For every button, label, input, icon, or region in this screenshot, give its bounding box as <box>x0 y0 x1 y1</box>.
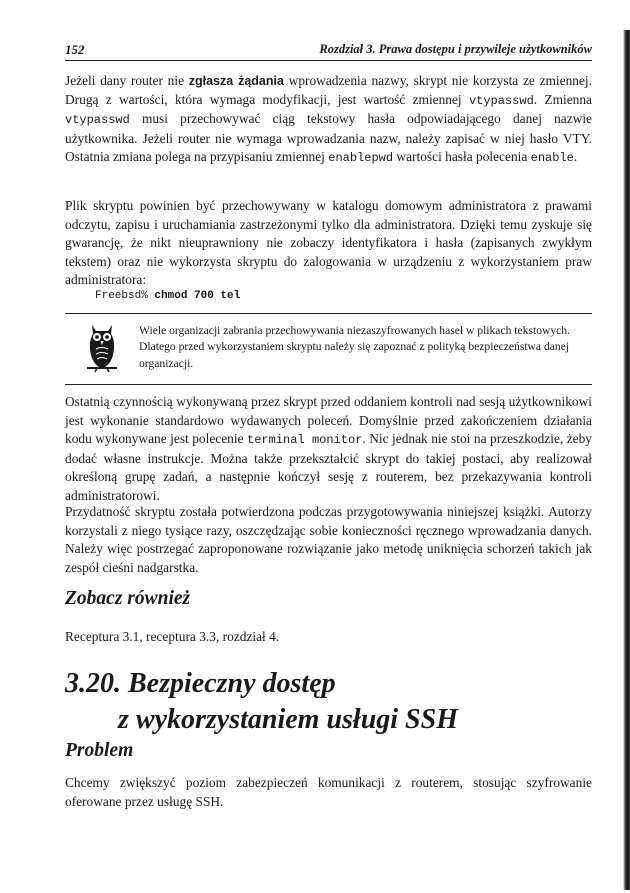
text-run: musi przechowywać ciąg tekstowy hasła odpowiadającego danej nazwie użytkownika. Jeżeli router nie wymaga wprowadzania nazw, należy zapisać w niej hasło VTY. Ostatnia zmiana polega na przypisaniu zmiennej <box>65 111 592 165</box>
code-command: terminal monitor <box>247 433 363 448</box>
code-variable: enable <box>530 151 574 166</box>
shell-prompt: Freebsd% <box>95 290 155 302</box>
code-example <box>95 290 240 302</box>
text-run: Jeżeli dany router nie <box>65 73 189 88</box>
page-edge-shadow <box>623 30 630 890</box>
problem-text: Chcemy zwiększyć poziom zabezpieczeń komunikacji z routerem, stosując szyfrowanie oferowane przez usługę SSH. <box>65 775 592 809</box>
owl-icon <box>85 322 119 374</box>
keyword-prompt: zgłasza żądania <box>188 74 284 88</box>
paragraph-vtypasswd <box>65 72 592 168</box>
section-title <box>65 666 458 738</box>
see-also-heading: Zobacz również <box>65 588 191 609</box>
problem-heading: Problem <box>65 740 134 761</box>
text-run: . Zmienna <box>533 91 592 107</box>
text-run: . Nic jednak nie stoi na przeszkodzie, żeby dodać własne instrukcje. Można także przekształcić skrypt do takiej postaci, aby realizował określoną grupę zadań, a następnie kończył sesję z routerem, bez przekazywania kontroli administratorowi. <box>65 431 592 503</box>
text-run: wprowadzenia nazwy, skrypt nie korzysta ze zmiennej. Drugą z wartości, która wymaga modyfikacji, jest wartość zmiennej <box>65 73 593 107</box>
text-run: wartości hasła polecenia <box>393 149 531 165</box>
page-number: 152 <box>65 42 85 57</box>
note-text: Wiele organizacji zabrania przechowywania niezaszyfrowanych haseł w plikach tekstowych. Dlatego przed wykorzystaniem skryptu należy się zapoznać z polityką bezpieczeństwa danej organizacji. <box>139 324 570 370</box>
text-run: . <box>573 149 578 165</box>
paragraph-usefulness: Przydatność skryptu została potwierdzona podczas przygotowywania niniejszej książki. Autorzy korzystali z niego tysiące razy, oszczędzając sobie konieczności ręcznego wprowadzania danych. Należy więc postrzegać zaproponowane rozwiązanie jako metodę uniknięcia schorzeń takich jak zespół cieśni nadgarstka. <box>65 504 592 575</box>
paragraph-final-commands <box>65 393 592 506</box>
code-variable: vtypasswd <box>468 93 534 108</box>
see-also-text: Receptura 3.1, receptura 3.3, rozdział 4. <box>65 629 280 644</box>
paragraph-permissions: Plik skryptu powinien być przechowywany w katalogu domowym administratora z prawami odczytu, zapisu i uruchamiania zastrzeżonymi tylko dla administratora. Dzięki temu zyskuje się gwarancję, że nikt nieuprawniony nie zobaczy identyfikatora i hasła (zapisanych zwykłym tekstem) oraz nie wykorzysta skryptu do zalogowania w urządzeniu z wykorzystaniem praw administratora: <box>65 198 592 288</box>
shell-command: chmod 700 tel <box>154 290 241 302</box>
chapter-title: Rozdział 3. Prawa dostępu i przywileje użytkowników <box>319 42 592 56</box>
section-title-line2: z wykorzystaniem usługi SSH <box>118 704 458 735</box>
code-variable: enablepwd <box>328 151 394 166</box>
note-box <box>65 313 592 385</box>
text-run: Ostatnią czynnością wykonywaną przez skrypt przed oddaniem kontroli nad sesją użytkownikowi jest wykonanie standardowo wydawanych poleceń. Domyślnie przed zakończeniem działania kodu wykonywane jest polecenie <box>65 394 592 447</box>
code-variable: vtypasswd <box>65 113 130 128</box>
section-title-line1: 3.20. Bezpieczny dostęp <box>65 668 336 699</box>
running-header <box>65 40 592 61</box>
